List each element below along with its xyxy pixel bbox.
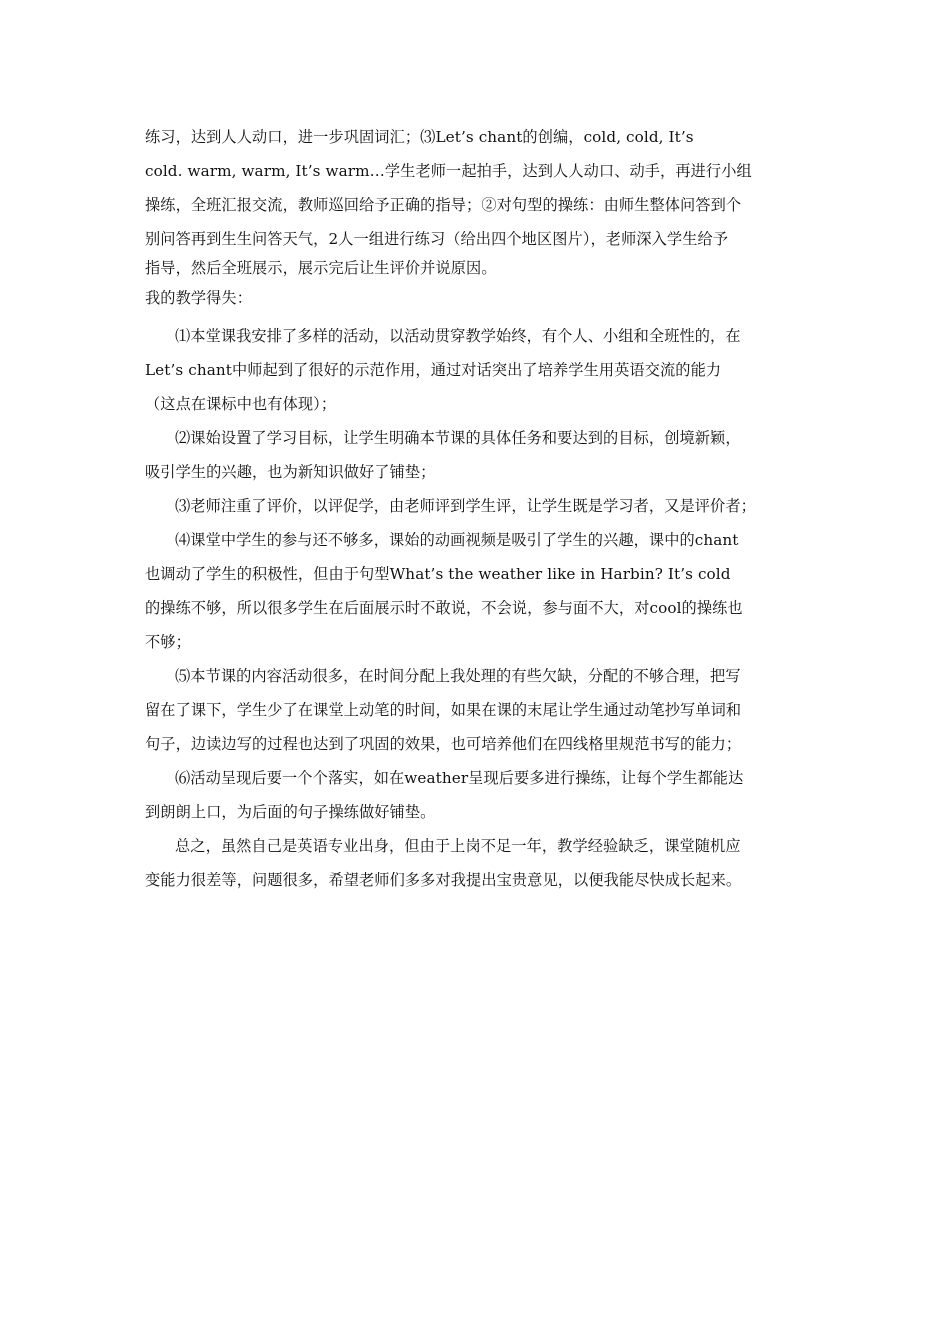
text-line: 总之，虽然自己是英语专业出身，但由于上岗不足一年，教学经验缺乏，课堂随机应 bbox=[175, 837, 741, 855]
text-line: 练习，达到人人动口，进一步巩固词汇；⑶Let’s chant的创编，cold, cold, It’s bbox=[145, 128, 694, 146]
text-line: 到朗朗上口，为后面的句子操练做好铺垫。 bbox=[145, 803, 436, 821]
text-line: cold. warm, warm, It’s warm…学生老师一起拍手，达到人人动口、动手，再进行小组 bbox=[145, 162, 752, 180]
text-line: 别问答再到生生问答天气，2人一组进行练习（给出四个地区图片），老师深入学生给予 bbox=[145, 230, 729, 248]
text-line: Let’s chant中师起到了很好的示范作用，通过对话突出了培养学生用英语交流的能力 bbox=[145, 361, 722, 379]
text-line: （这点在课标中也有体现）； bbox=[145, 395, 337, 413]
text-line: ⑵课始设置了学习目标，让学生明确本节课的具体任务和要达到的目标，创境新颖， bbox=[175, 429, 741, 447]
text-line: 不够； bbox=[145, 633, 191, 651]
text-line: 指导，然后全班展示，展示完后让生评价并说原因。 bbox=[145, 259, 497, 277]
text-line: 的操练不够，所以很多学生在后面展示时不敢说，不会说，参与面不大，对cool的操练也 bbox=[145, 599, 743, 617]
text-line: 吸引学生的兴趣，也为新知识做好了铺垫； bbox=[145, 463, 436, 481]
text-line: 留在了课下，学生少了在课堂上动笔的时间，如果在课的末尾让学生通过动笔抄写单词和 bbox=[145, 701, 742, 719]
text-line: ⑹活动呈现后要一个个落实，如在weather呈现后要多进行操练，让每个学生都能达 bbox=[175, 769, 744, 787]
text-line: ⑴本堂课我安排了多样的活动，以活动贯穿教学始终，有个人、小组和全班性的，在 bbox=[175, 327, 741, 345]
text-line: 操练，全班汇报交流，教师巡回给予正确的指导；②对句型的操练：由师生整体问答到个 bbox=[145, 196, 742, 214]
text-line: 变能力很差等，问题很多，希望老师们多多对我提出宝贵意见，以便我能尽快成长起来。 bbox=[145, 871, 742, 889]
document-body bbox=[145, 120, 810, 897]
text-line: 句子，边读边写的过程也达到了巩固的效果，也可培养他们在四线格里规范书写的能力； bbox=[145, 735, 742, 753]
text-line: ⑷课堂中学生的参与还不够多，课始的动画视频是吸引了学生的兴趣，课中的chant bbox=[175, 531, 739, 549]
text-line: ⑶老师注重了评价，以评促学，由老师评到学生评，让学生既是学习者，又是评价者； bbox=[175, 497, 756, 515]
section-heading: 我的教学得失： bbox=[145, 289, 253, 307]
text-line: 也调动了学生的积极性，但由于句型What’s the weather like in Harbin? It’s cold bbox=[145, 565, 731, 583]
text-line: ⑸本节课的内容活动很多，在时间分配上我处理的有些欠缺，分配的不够合理，把写 bbox=[175, 667, 741, 685]
